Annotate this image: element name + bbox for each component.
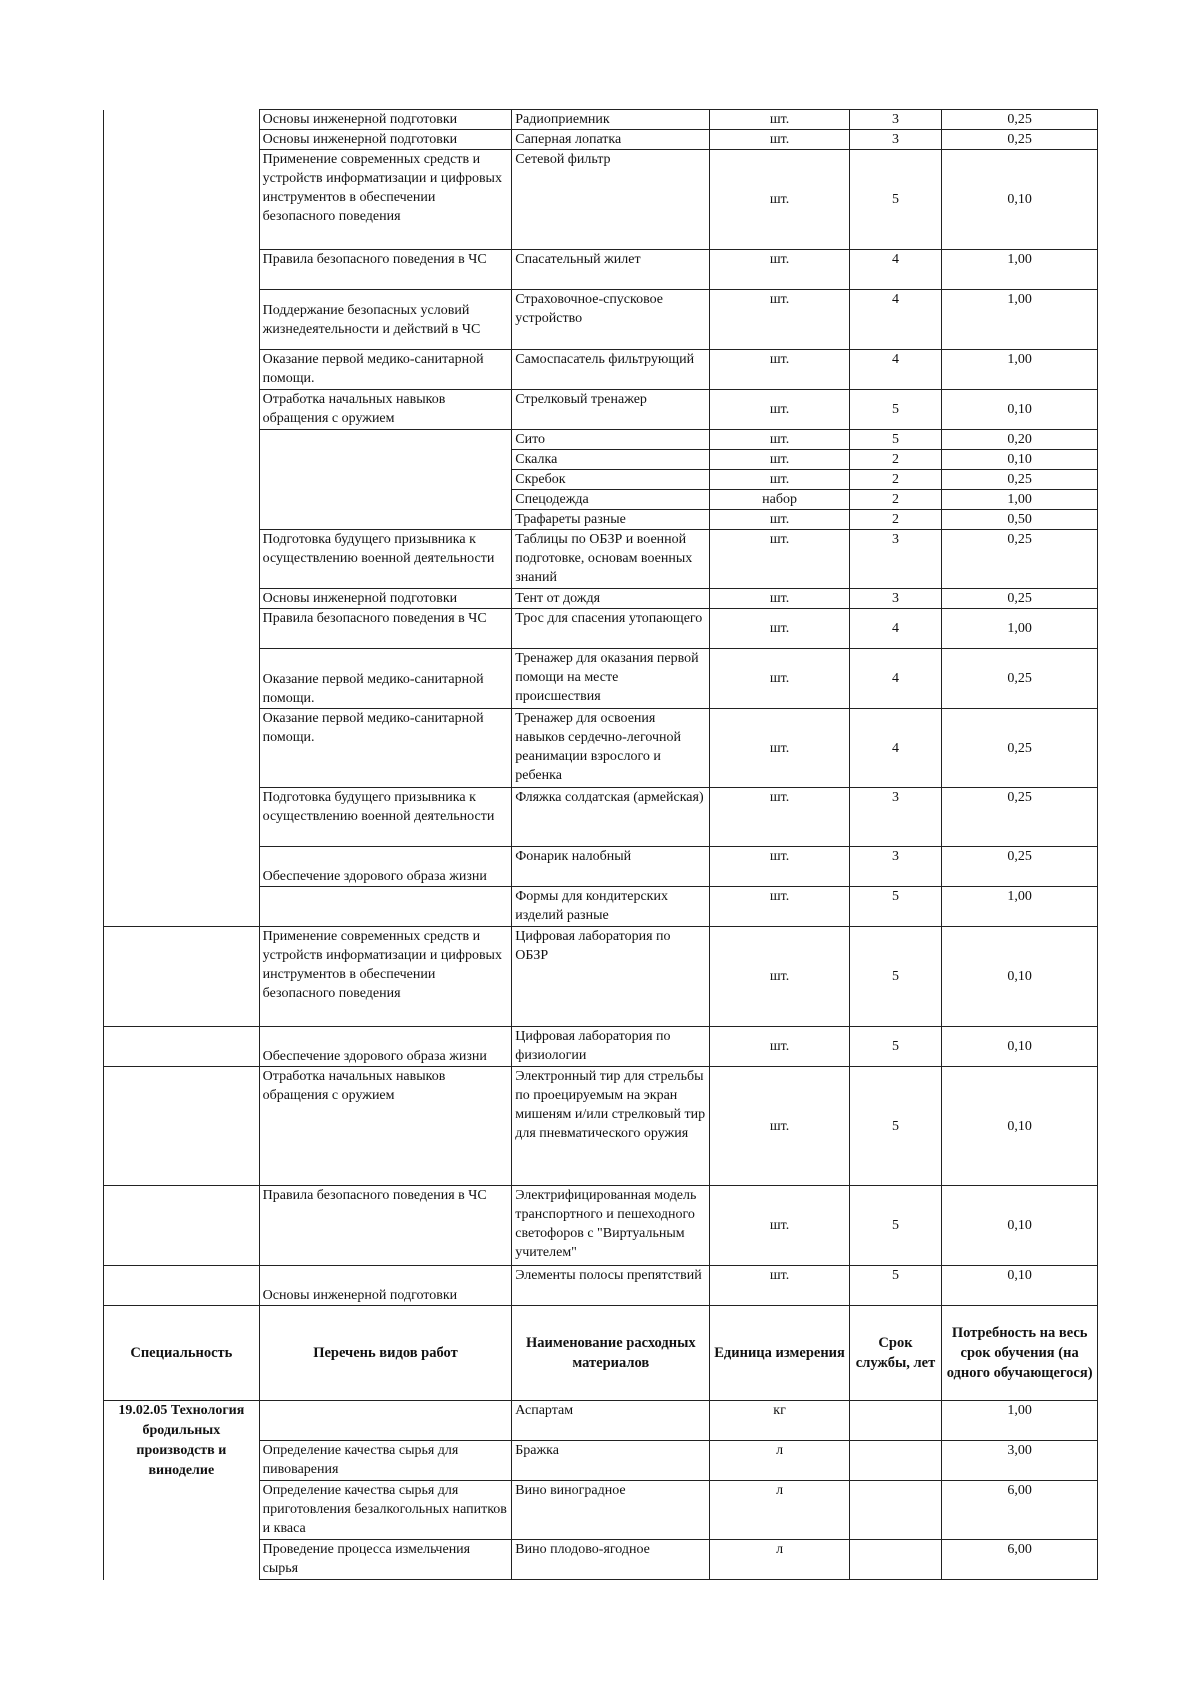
header-work: Перечень видов работ [259,1306,512,1401]
need-cell: 1,00 [942,250,1098,290]
unit-cell: шт. [710,450,849,470]
material-cell: Таблицы по ОБЗР и военной подготовке, основам военных знаний [512,530,710,589]
unit-cell: шт. [710,530,849,589]
life-cell: 3 [849,847,942,887]
unit-cell: шт. [710,709,849,788]
need-cell: 3,00 [942,1441,1098,1481]
table-row [104,1186,1098,1266]
material-cell: Тренажер для освоения навыков сердечно-легочной реанимации взрослого и ребенка [512,709,710,788]
work-cell: Применение современных средств и устройств информатизации и цифровых инструментов в обеспечении безопасного поведения [259,927,512,1027]
need-cell: 0,25 [942,530,1098,589]
life-cell: 5 [849,887,942,927]
material-cell: Самоспасатель фильтрующий [512,350,710,390]
work-cell: Отработка начальных навыков обращения с оружием [259,390,512,430]
unit-cell: шт. [710,649,849,709]
unit-cell: шт. [710,1266,849,1306]
material-cell: Цифровая лаборатория по ОБЗР [512,927,710,1027]
need-cell: 0,25 [942,847,1098,887]
work-cell: Определение качества сырья для приготовления безалкогольных напитков и кваса [259,1481,512,1540]
life-cell: 3 [849,788,942,847]
material-cell: Фонарик налобный [512,847,710,887]
need-cell: 0,10 [942,450,1098,470]
specialty-cell [104,1186,260,1266]
need-cell: 0,20 [942,430,1098,450]
material-cell: Спасательный жилет [512,250,710,290]
material-cell: Трос для спасения утопающего [512,609,710,649]
material-cell: Фляжка солдатская (армейская) [512,788,710,847]
work-cell: Обеспечение здорового образа жизни [259,1027,512,1067]
life-cell: 5 [849,1266,942,1306]
table-row [104,1401,1098,1441]
work-cell: Оказание первой медико-санитарной помощи. [259,649,512,709]
unit-cell: шт. [710,430,849,450]
work-cell: Основы инженерной подготовки [259,110,512,130]
work-cell: Правила безопасного поведения в ЧС [259,1186,512,1266]
life-cell: 4 [849,350,942,390]
need-cell: 0,25 [942,470,1098,490]
material-cell: Вино плодово-ягодное [512,1540,710,1580]
life-cell [849,1401,942,1441]
specialty-cell [104,927,260,1027]
life-cell: 3 [849,130,942,150]
life-cell: 5 [849,1186,942,1266]
unit-cell: л [710,1481,849,1540]
work-cell: Основы инженерной подготовки [259,130,512,150]
header-need: Потребность на весь срок обучения (на одного обучающегося) [942,1306,1098,1401]
unit-cell: шт. [710,250,849,290]
unit-cell: шт. [710,1027,849,1067]
need-cell: 0,10 [942,390,1098,430]
unit-cell: шт. [710,470,849,490]
table-row [104,110,1098,130]
need-cell: 1,00 [942,887,1098,927]
header-unit: Единица измерения [710,1306,849,1401]
life-cell: 4 [849,709,942,788]
need-cell: 0,10 [942,1027,1098,1067]
need-cell: 0,25 [942,130,1098,150]
work-cell: Подготовка будущего призывника к осуществлению военной деятельности [259,530,512,589]
need-cell: 6,00 [942,1481,1098,1540]
life-cell: 4 [849,290,942,350]
unit-cell: шт. [710,350,849,390]
material-cell: Тент от дождя [512,589,710,609]
life-cell: 5 [849,150,942,250]
work-cell: Правила безопасного поведения в ЧС [259,609,512,649]
life-cell: 3 [849,530,942,589]
table-header-row [104,1306,1098,1401]
unit-cell: набор [710,490,849,510]
specialty-cell [104,1067,260,1186]
unit-cell: шт. [710,150,849,250]
life-cell [849,1540,942,1580]
need-cell: 0,10 [942,1266,1098,1306]
header-life: Срок службы, лет [849,1306,942,1401]
life-cell: 4 [849,609,942,649]
work-cell: Основы инженерной подготовки [259,589,512,609]
work-cell: Правила безопасного поведения в ЧС [259,250,512,290]
life-cell: 4 [849,649,942,709]
need-cell: 1,00 [942,290,1098,350]
material-cell: Бражка [512,1441,710,1481]
unit-cell: шт. [710,1067,849,1186]
life-cell: 2 [849,510,942,530]
life-cell: 3 [849,589,942,609]
material-cell: Тренажер для оказания первой помощи на месте происшествия [512,649,710,709]
need-cell: 0,25 [942,788,1098,847]
work-cell [259,430,512,530]
material-cell: Саперная лопатка [512,130,710,150]
material-cell: Страховочное-спусковое устройство [512,290,710,350]
work-cell: Отработка начальных навыков обращения с оружием [259,1067,512,1186]
unit-cell: шт. [710,589,849,609]
need-cell: 0,25 [942,589,1098,609]
material-cell: Элементы полосы препятствий [512,1266,710,1306]
unit-cell: л [710,1540,849,1580]
need-cell: 1,00 [942,350,1098,390]
material-cell: Формы для кондитерских изделий разные [512,887,710,927]
life-cell: 2 [849,470,942,490]
work-cell: Проведение процесса измельчения сырья [259,1540,512,1580]
work-cell: Оказание первой медико-санитарной помощи. [259,709,512,788]
work-cell: Подготовка будущего призывника к осуществлению военной деятельности [259,788,512,847]
material-cell: Скалка [512,450,710,470]
life-cell: 3 [849,110,942,130]
life-cell [849,1481,942,1540]
life-cell: 2 [849,450,942,470]
material-cell: Стрелковый тренажер [512,390,710,430]
life-cell: 5 [849,1027,942,1067]
need-cell: 0,10 [942,1067,1098,1186]
unit-cell: шт. [710,510,849,530]
unit-cell: шт. [710,390,849,430]
specialty-cell [104,1027,260,1067]
work-cell: Оказание первой медико-санитарной помощи. [259,350,512,390]
work-cell: Определение качества сырья для пивоварения [259,1441,512,1481]
material-cell: Цифровая лаборатория по физиологии [512,1027,710,1067]
life-cell [849,1441,942,1481]
unit-cell: шт. [710,290,849,350]
work-cell [259,1401,512,1441]
material-cell: Сетевой фильтр [512,150,710,250]
header-material: Наименование расходных материалов [512,1306,710,1401]
unit-cell: шт. [710,847,849,887]
need-cell: 6,00 [942,1540,1098,1580]
unit-cell: шт. [710,788,849,847]
life-cell: 2 [849,490,942,510]
material-cell: Скребок [512,470,710,490]
need-cell: 0,10 [942,927,1098,1027]
need-cell: 0,25 [942,649,1098,709]
specialty-cell [104,110,260,927]
unit-cell: шт. [710,1186,849,1266]
need-cell: 0,10 [942,150,1098,250]
unit-cell: шт. [710,927,849,1027]
table-row [104,1266,1098,1306]
header-specialty: Специальность [104,1306,260,1401]
table-row [104,927,1098,1027]
life-cell: 5 [849,390,942,430]
unit-cell: л [710,1441,849,1481]
material-cell: Трафареты разные [512,510,710,530]
material-cell: Аспартам [512,1401,710,1441]
unit-cell: шт. [710,609,849,649]
unit-cell: шт. [710,110,849,130]
need-cell: 1,00 [942,490,1098,510]
work-cell: Обеспечение здорового образа жизни [259,847,512,887]
life-cell: 4 [849,250,942,290]
unit-cell: шт. [710,887,849,927]
table-row [104,1027,1098,1067]
material-cell: Вино виноградное [512,1481,710,1540]
life-cell: 5 [849,1067,942,1186]
need-cell: 0,50 [942,510,1098,530]
material-cell: Спецодежда [512,490,710,510]
life-cell: 5 [849,430,942,450]
specialty-cell [104,1266,260,1306]
work-cell: Применение современных средств и устройств информатизации и цифровых инструментов в обеспечении безопасного поведения [259,150,512,250]
need-cell: 0,25 [942,709,1098,788]
material-cell: Электронный тир для стрельбы по проецируемым на экран мишеням и/или стрелковый тир для пневматического оружия [512,1067,710,1186]
need-cell: 1,00 [942,609,1098,649]
life-cell: 5 [849,927,942,1027]
table-row [104,1067,1098,1186]
unit-cell: кг [710,1401,849,1441]
material-cell: Электрифицированная модель транспортного и пешеходного светофоров с "Виртуальным учителем" [512,1186,710,1266]
unit-cell: шт. [710,130,849,150]
specialty-name: 19.02.05 Технология бродильных производств и виноделие [104,1401,260,1580]
material-cell: Сито [512,430,710,450]
work-cell: Поддержание безопасных условий жизнедеятельности и действий в ЧС [259,290,512,350]
work-cell: Основы инженерной подготовки [259,1266,512,1306]
need-cell: 0,25 [942,110,1098,130]
materials-table [103,109,1098,1580]
work-cell [259,887,512,927]
need-cell: 0,10 [942,1186,1098,1266]
material-cell: Радиоприемник [512,110,710,130]
need-cell: 1,00 [942,1401,1098,1441]
